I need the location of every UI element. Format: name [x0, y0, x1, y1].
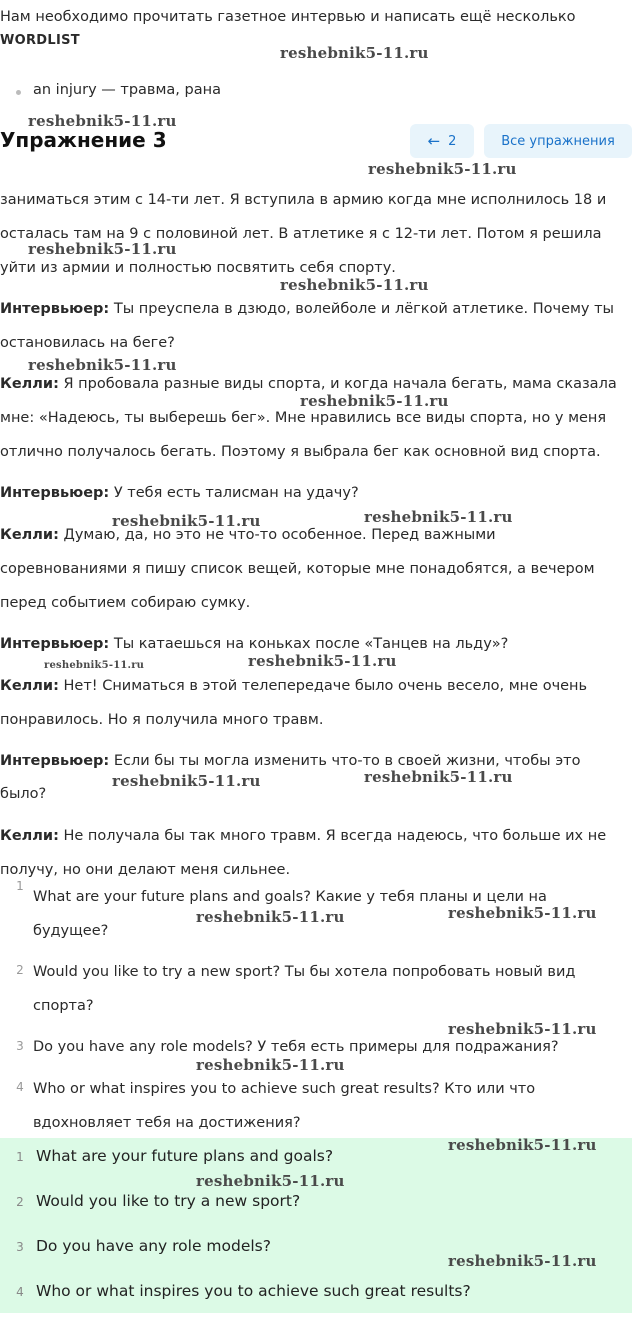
kelly-line: получу, но они делают меня сильнее. — [0, 862, 291, 878]
kelly-line: Келли: Не получала бы так много травм. Я всегда надеюсь, что больше их не — [0, 828, 607, 844]
interviewer-line: Интервьюер: У тебя есть талисман на удачу? — [0, 485, 359, 501]
wordlist-item: an injury — травма, рана — [33, 82, 221, 98]
watermark: reshebnik5-11.ru — [364, 508, 513, 526]
interviewer-line: было? — [0, 786, 47, 802]
kelly-line: уйти из армии и полностью посвятить себя спорту. — [0, 260, 396, 276]
question-text: Would you like to try a new sport? Ты бы хотела попробовать новый вид — [33, 964, 576, 980]
watermark: reshebnik5-11.ru — [196, 1056, 345, 1074]
list-number: 1 — [16, 879, 24, 893]
watermark: reshebnik5-11.ru — [28, 356, 177, 374]
kelly-line: Келли: Нет! Сниматься в этой телепередаче было очень весело, мне очень — [0, 678, 588, 694]
watermark: reshebnik5-11.ru — [280, 276, 429, 294]
kelly-line: соревнованиями я пишу список вещей, которые мне понадобятся, а вечером — [0, 561, 595, 577]
question-text: What are your future plans and goals? Какие у тебя планы и цели на — [33, 889, 547, 905]
question-text: будущее? — [33, 923, 109, 939]
answer-text: Do you have any role models? — [36, 1237, 271, 1255]
question-text: Who or what inspires you to achieve such great results? Кто или что — [33, 1081, 536, 1097]
kelly-line: мне: «Надеюсь, ты выберешь бег». Мне нравились все виды спорта, но у меня — [0, 410, 607, 426]
kelly-line: Келли: Я пробовала разные виды спорта, и когда начала бегать, мама сказала — [0, 376, 617, 392]
answer-number: 1 — [16, 1150, 24, 1164]
back-button[interactable]: ← 2 — [410, 124, 474, 158]
list-number: 4 — [16, 1080, 24, 1094]
interviewer-line: Интервьюер: Если бы ты могла изменить что-то в своей жизни, чтобы это — [0, 753, 581, 769]
watermark: reshebnik5-11.ru — [112, 512, 261, 530]
watermark: reshebnik5-11.ru — [280, 44, 429, 62]
kelly-line: заниматься этим с 14-ти лет. Я вступила в армию когда мне исполнилось 18 и — [0, 192, 607, 208]
watermark: reshebnik5-11.ru — [44, 660, 145, 671]
watermark: reshebnik5-11.ru — [364, 768, 513, 786]
question-text: спорта? — [33, 998, 94, 1014]
kelly-line: Келли: Думаю, да, но это не что-то особенное. Перед важными — [0, 527, 496, 543]
watermark: reshebnik5-11.ru — [448, 904, 597, 922]
answer-text: Who or what inspires you to achieve such great results? — [36, 1282, 471, 1300]
interviewer-line: Интервьюер: Ты катаешься на коньках после «Танцев на льду»? — [0, 636, 509, 652]
watermark: reshebnik5-11.ru — [300, 392, 449, 410]
interviewer-line: Интервьюер: Ты преуспела в дзюдо, волейболе и лёгкой атлетике. Почему ты — [0, 301, 615, 317]
watermark: reshebnik5-11.ru — [196, 1172, 345, 1190]
list-number: 2 — [16, 963, 24, 977]
list-bullet — [16, 90, 21, 95]
kelly-line: осталась там на 9 с половиной лет. В атлетике я с 12-ти лет. Потом я решила — [0, 226, 602, 242]
answer-number: 3 — [16, 1240, 24, 1254]
watermark: reshebnik5-11.ru — [448, 1252, 597, 1270]
interviewer-line: остановилась на беге? — [0, 335, 175, 351]
arrow-left-icon: ← — [427, 132, 441, 150]
watermark: reshebnik5-11.ru — [28, 112, 177, 130]
page-title: Упражнение 3 — [0, 128, 167, 152]
watermark: reshebnik5-11.ru — [448, 1136, 597, 1154]
answer-text: What are your future plans and goals? — [36, 1147, 334, 1165]
watermark: reshebnik5-11.ru — [368, 160, 517, 178]
watermark: reshebnik5-11.ru — [196, 908, 345, 926]
question-text: Do you have any role models? У тебя есть примеры для подражания? — [33, 1039, 559, 1055]
answer-number: 4 — [16, 1285, 24, 1299]
kelly-line: понравилось. Но я получила много травм. — [0, 712, 324, 728]
wordlist-label: WORDLIST — [0, 33, 80, 48]
watermark: reshebnik5-11.ru — [448, 1020, 597, 1038]
kelly-line: перед событием собираю сумку. — [0, 595, 251, 611]
all-exercises-button[interactable]: Все упражнения — [484, 124, 632, 158]
watermark: reshebnik5-11.ru — [28, 240, 177, 258]
watermark: reshebnik5-11.ru — [248, 652, 397, 670]
answer-text: Would you like to try a new sport? — [36, 1192, 301, 1210]
question-text: вдохновляет тебя на достижения? — [33, 1115, 301, 1131]
answer-number: 2 — [16, 1195, 24, 1209]
watermark: reshebnik5-11.ru — [112, 772, 261, 790]
intro-text: Нам необходимо прочитать газетное интервью и написать ещё несколько — [0, 9, 576, 25]
list-number: 3 — [16, 1039, 24, 1053]
kelly-line: отлично получалось бегать. Поэтому я выбрала бег как основной вид спорта. — [0, 444, 601, 460]
content-fade — [0, 158, 632, 180]
